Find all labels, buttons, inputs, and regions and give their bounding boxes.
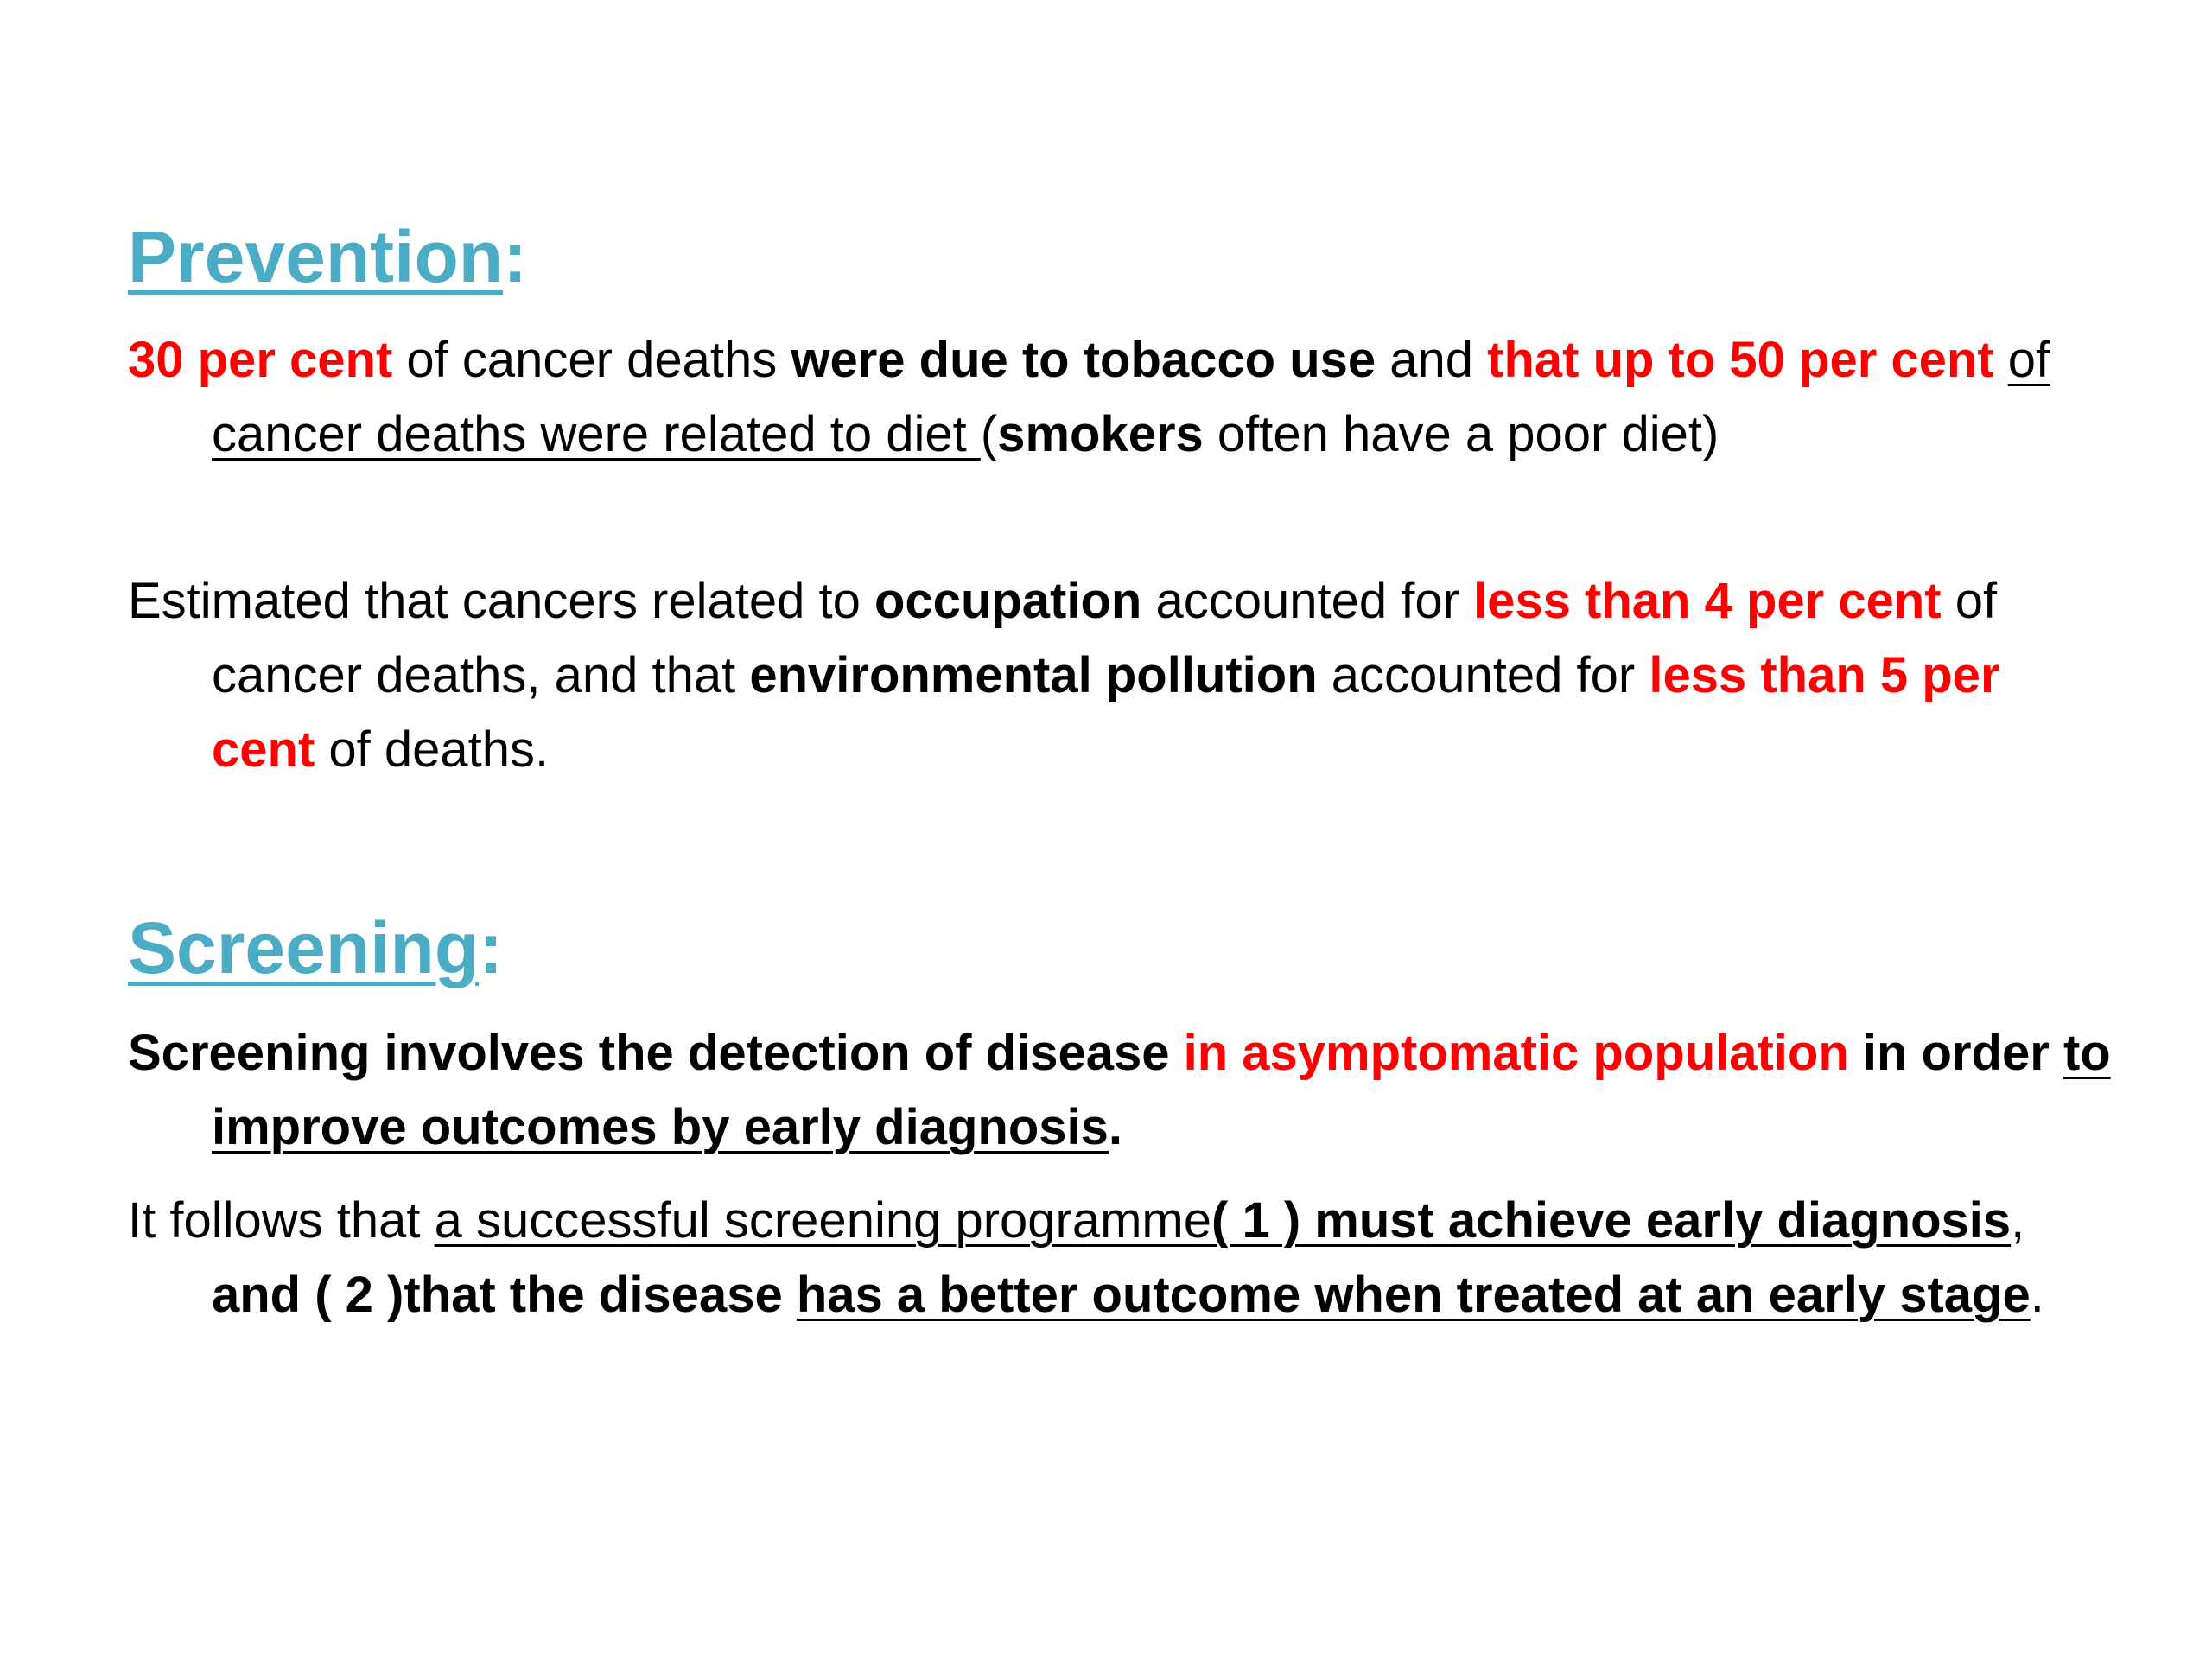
stat-50-per-cent: that up to 50 per cent bbox=[1487, 332, 1994, 388]
diet-related-underlined: of cancer deaths were related to diet bbox=[212, 332, 2050, 462]
text-span: and bbox=[1376, 332, 1488, 388]
prevention-heading-colon: : bbox=[503, 216, 528, 297]
better-outcome-emphasis: has a better outcome when treated at an early stage bbox=[796, 1267, 2031, 1323]
text-span: of deaths. bbox=[315, 721, 550, 778]
asymptomatic-population-emphasis: in asymptomatic population bbox=[1183, 1025, 1849, 1081]
stat-less-than-5-per-cent: less than 5 per cent bbox=[212, 647, 2000, 778]
improve-outcomes-underlined: to improve outcomes by early diagnosis bbox=[212, 1025, 2111, 1155]
successful-programme-underlined: a successful screening programme bbox=[434, 1192, 1212, 1249]
text-span: It follows that bbox=[128, 1192, 435, 1249]
smokers-emphasis: smokers bbox=[997, 406, 1204, 462]
text-span: . bbox=[2030, 1267, 2044, 1323]
stat-30-per-cent: 30 per cent bbox=[128, 332, 393, 388]
text-span: of cancer deaths bbox=[392, 332, 791, 388]
text-span: in order bbox=[1848, 1025, 2063, 1081]
screening-heading-text: Screening bbox=[128, 907, 480, 988]
text-span: , bbox=[2011, 1192, 2025, 1249]
disease-condition-emphasis: and ( 2 )that the disease bbox=[212, 1267, 797, 1323]
text-span bbox=[1994, 332, 2008, 388]
occupation-emphasis: occupation bbox=[874, 573, 1142, 629]
screening-heading bbox=[128, 907, 504, 988]
prevention-paragraph-tobacco-diet bbox=[128, 323, 2115, 472]
screening-paragraph-definition bbox=[128, 1016, 2115, 1165]
environmental-pollution-emphasis: environmental pollution bbox=[749, 647, 1318, 703]
prevention-paragraph-occupation-pollution bbox=[128, 564, 2115, 787]
prevention-heading-text: Prevention bbox=[128, 216, 504, 297]
stat-less-than-4-per-cent: less than 4 per cent bbox=[1473, 573, 1942, 629]
text-span: . bbox=[1108, 1099, 1123, 1155]
text-span: often have a poor diet) bbox=[1203, 406, 1719, 462]
early-diagnosis-emphasis: ( 1 ) must achieve early diagnosis bbox=[1211, 1192, 2012, 1249]
prevention-heading bbox=[128, 216, 528, 297]
screening-heading-colon: : bbox=[479, 907, 504, 988]
screening-paragraph-programme bbox=[128, 1184, 2115, 1332]
text-span: of cancer deaths, and that bbox=[212, 573, 1998, 703]
text-span: Screening involves the detection of disease bbox=[128, 1025, 1184, 1081]
text-span: Estimated that cancers related to bbox=[128, 573, 874, 629]
text-span: ( bbox=[980, 406, 998, 462]
text-span: accounted for bbox=[1317, 647, 1649, 703]
tobacco-use-emphasis: were due to tobacco use bbox=[791, 332, 1376, 388]
text-span: accounted for bbox=[1141, 573, 1474, 629]
